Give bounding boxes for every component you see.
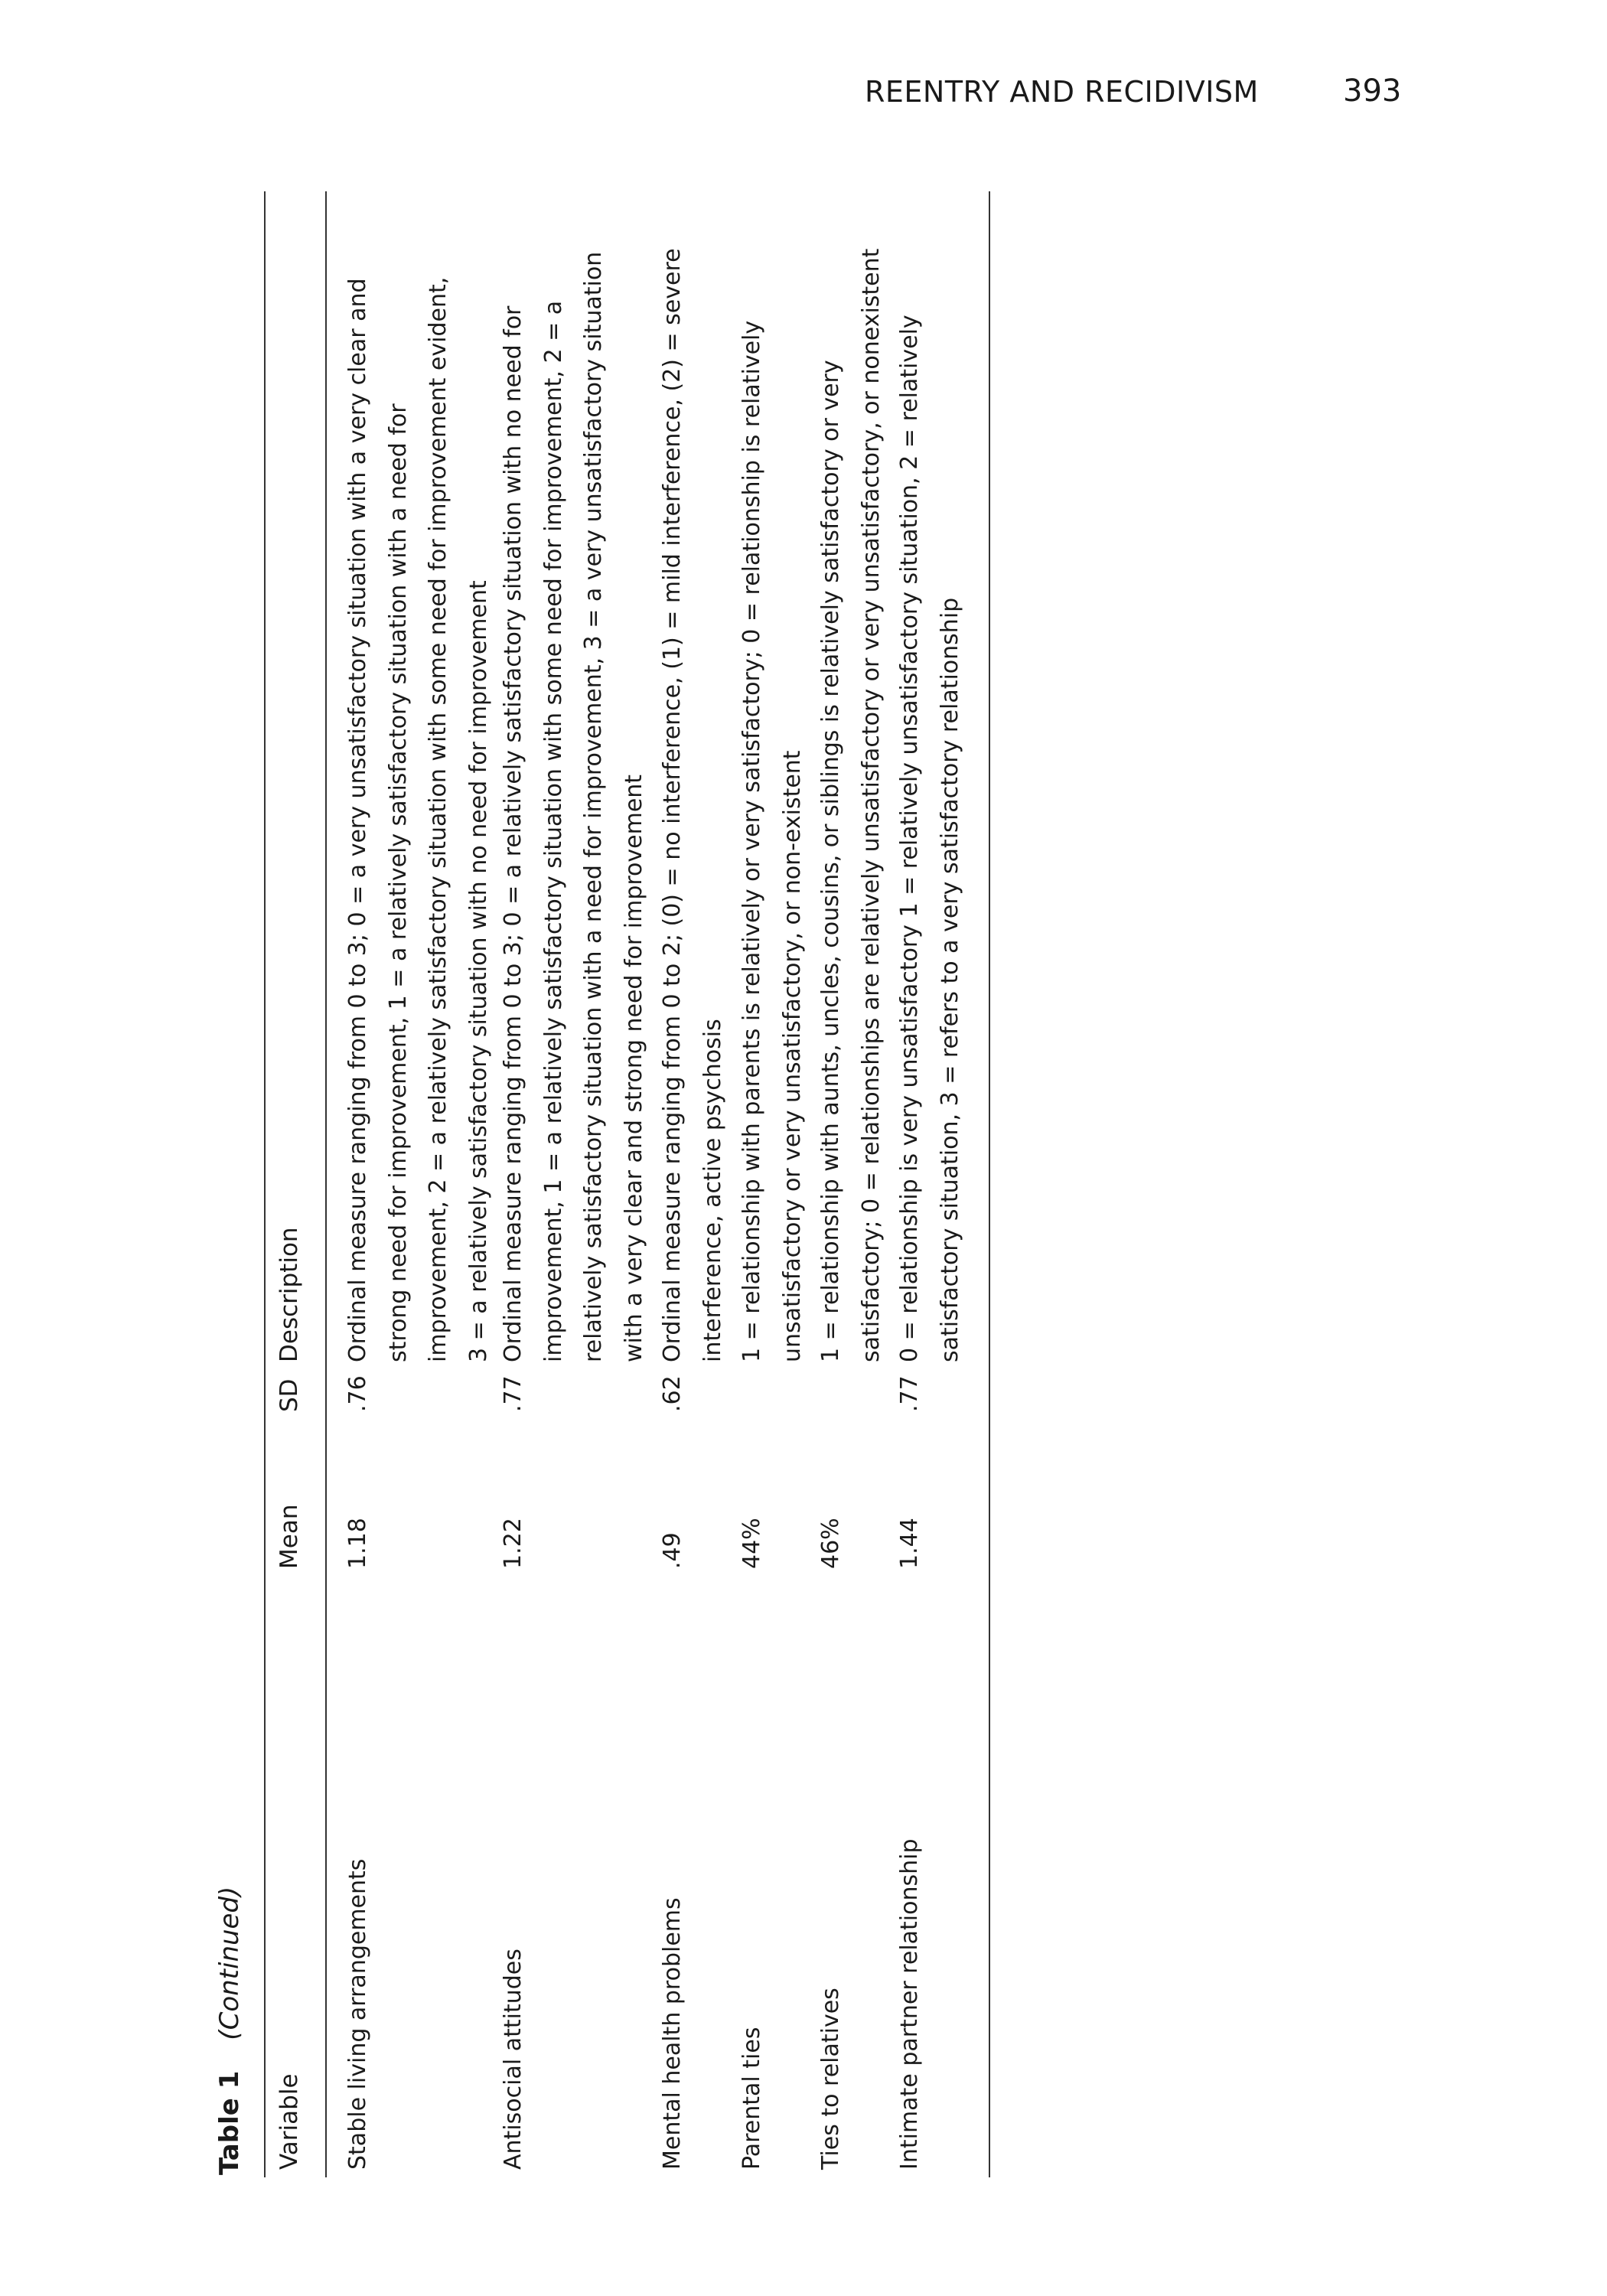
column-header-sd: SD: [275, 1378, 303, 1412]
description-line: improvement, 2 = a relatively satisfactory situation with some need for improvement evident,: [425, 276, 451, 1362]
cell-sd: .76: [344, 1375, 371, 1412]
table-bottom-rule: [989, 191, 990, 2177]
description-line: 0 = relationship is very unsatisfactory 1 = relatively unsatisfactory situation, 2 = relatively: [896, 315, 923, 1362]
cell-mean: 46%: [817, 1518, 844, 1569]
description-line: 1 = relationship with parents is relatively or very satisfactory; 0 = relationship is relatively: [738, 320, 765, 1362]
description-line: unsatisfactory or very unsatisfactory, or non-existent: [778, 750, 806, 1362]
cell-variable: Antisocial attitudes: [500, 1949, 526, 2170]
table-1: [207, 203, 1018, 2193]
description-line: satisfactory situation, 3 = refers to a very satisfactory relationship: [936, 597, 963, 1362]
cell-description: [811, 199, 892, 1362]
cell-description: [890, 199, 970, 1362]
cell-description: [732, 199, 813, 1362]
description-line: 3 = a relatively satisfactory situation with no need for improvement: [464, 580, 492, 1362]
table-header-rule: [325, 191, 327, 2177]
cell-sd: .77: [500, 1375, 526, 1412]
description-line: satisfactory; 0 = relationships are relatively unsatisfactory or very unsatisfactory, or nonexistent: [857, 248, 885, 1362]
table-caption-label: Table 1: [214, 2070, 245, 2175]
description-line: improvement, 1 = a relatively satisfactory situation with some need for improvement, 2 = a: [539, 300, 567, 1362]
cell-variable: Intimate partner relationship: [896, 1838, 923, 2170]
cell-mean: 1.44: [896, 1518, 923, 1569]
cell-description: [338, 199, 499, 1362]
table-top-rule: [264, 191, 266, 2177]
page-number: 393: [1343, 73, 1402, 109]
cell-variable: Parental ties: [738, 2027, 765, 2170]
cell-description: [494, 199, 654, 1362]
description-line: strong need for improvement, 1 = a relatively satisfactory situation with a need for: [384, 403, 412, 1362]
cell-variable: Stable living arrangements: [344, 1858, 371, 2170]
description-line: interference, active psychosis: [699, 1019, 726, 1362]
description-line: relatively satisfactory situation with a need for improvement, 3 = a very unsatisfactory situation: [580, 251, 607, 1362]
column-header-mean: Mean: [275, 1504, 303, 1569]
column-header-description: Description: [275, 1227, 303, 1362]
cell-mean: 1.18: [344, 1518, 371, 1569]
cell-mean: .49: [659, 1532, 686, 1569]
cell-description: [653, 199, 733, 1362]
cell-variable: Ties to relatives: [817, 1988, 844, 2170]
cell-mean: 44%: [738, 1518, 765, 1569]
column-header-variable: Variable: [275, 2073, 303, 2170]
cell-sd: .77: [896, 1375, 923, 1412]
table-caption: [214, 1887, 245, 2175]
cell-variable: Mental health problems: [659, 1897, 686, 2170]
cell-mean: 1.22: [500, 1518, 526, 1569]
description-line: Ordinal measure ranging from 0 to 2; (0) = no interference, (1) = mild interference, (2) = severe: [659, 248, 686, 1362]
description-line: Ordinal measure ranging from 0 to 3; 0 = a relatively satisfactory situation with no need for: [500, 305, 526, 1362]
description-line: Ordinal measure ranging from 0 to 3; 0 = a very unsatisfactory situation with a very clear and: [344, 278, 371, 1362]
table-caption-continued: (Continued): [214, 1886, 245, 2040]
cell-sd: .62: [659, 1375, 686, 1412]
description-line: with a very clear and strong need for improvement: [620, 774, 647, 1362]
running-head: REENTRY AND RECIDIVISM: [865, 75, 1259, 109]
description-line: 1 = relationship with aunts, uncles, cousins, or siblings is relatively satisfactory or very: [817, 360, 844, 1362]
